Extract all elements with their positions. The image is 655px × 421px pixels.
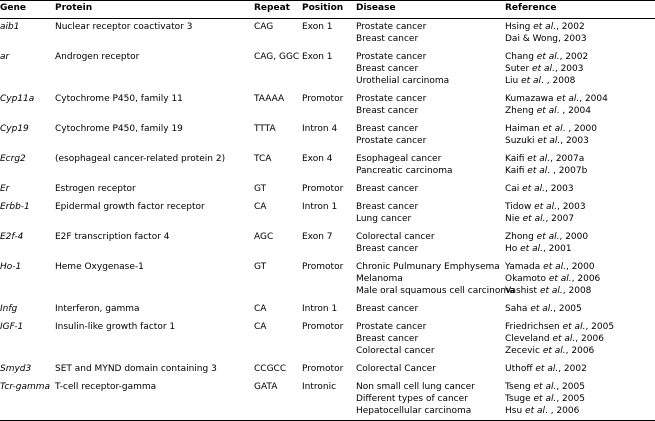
disease-cell	[356, 51, 449, 87]
protein-cell: Cytochrome P450, family 19	[55, 124, 183, 134]
header-disease: Disease	[356, 3, 396, 13]
protein-cell: (esophageal cancer-related protein 2)	[55, 154, 226, 164]
repeat-cell: GATA	[254, 382, 278, 392]
header-rule	[0, 18, 655, 19]
protein-cell: Cytochrome P450, family 11	[55, 94, 183, 104]
disease-cell	[356, 363, 436, 375]
reference-cell	[505, 231, 588, 255]
protein-cell: Nuclear receptor coactivator 3	[55, 22, 193, 32]
repeat-cell: CAG	[254, 22, 274, 32]
position-cell: Promotor	[302, 184, 344, 194]
reference-line: Friedrichsen et al., 2005	[505, 322, 615, 332]
gene-cell: ar	[0, 52, 10, 62]
disease-line: Breast cancer	[356, 184, 419, 194]
disease-cell	[356, 231, 435, 255]
position-cell: Promotor	[302, 94, 344, 104]
disease-line: Lung cancer	[356, 214, 412, 224]
reference-line: Ho et al., 2001	[505, 244, 572, 254]
disease-line: Breast cancer	[356, 124, 419, 134]
disease-cell	[356, 123, 426, 147]
disease-cell	[356, 153, 453, 177]
reference-line: Zhong et al., 2000	[505, 232, 589, 242]
position-cell: Intronic	[302, 382, 337, 392]
disease-line: Breast cancer	[356, 334, 419, 344]
position-cell: Exon 7	[302, 232, 333, 242]
reference-line: Uthoff et al., 2002	[505, 364, 587, 374]
disease-line: Breast cancer	[356, 202, 419, 212]
disease-line: Urothelial carcinoma	[356, 76, 450, 86]
disease-line: Breast cancer	[356, 244, 419, 254]
disease-line: Different types of cancer	[356, 394, 468, 404]
disease-line: Colorectal Cancer	[356, 364, 436, 374]
reference-line: Suter et al., 2003	[505, 64, 584, 74]
disease-line: Chronic Pulmunary Emphysema	[356, 262, 500, 272]
reference-line: Tsuge et al., 2005	[505, 394, 585, 404]
protein-cell: T-cell receptor-gamma	[55, 382, 157, 392]
gene-cell: E2f-4	[0, 232, 24, 242]
header-gene: Gene	[0, 3, 27, 13]
disease-cell	[356, 21, 426, 45]
position-cell: Promotor	[302, 364, 344, 374]
disease-cell	[356, 321, 435, 357]
protein-cell: Estrogen receptor	[55, 184, 136, 194]
repeat-cell: TTTA	[254, 124, 276, 134]
disease-cell	[356, 183, 418, 195]
reference-cell	[505, 303, 582, 315]
disease-line: Prostate cancer	[356, 136, 427, 146]
disease-line: Hepatocellular carcinoma	[356, 406, 472, 416]
gene-cell: Er	[0, 184, 10, 194]
protein-cell: Heme Oxygenase-1	[55, 262, 144, 272]
repeat-cell: GT	[254, 262, 267, 272]
gene-cell: Cyp19	[0, 124, 29, 134]
gene-cell: Tcr-gamma	[0, 382, 51, 392]
gene-cell: Ecrg2	[0, 154, 26, 164]
position-cell: Intron 1	[302, 202, 338, 212]
gene-cell: Erbb-1	[0, 202, 30, 212]
repeat-cell: CA	[254, 202, 267, 212]
header-position: Position	[302, 3, 344, 13]
protein-cell: Epidermal growth factor receptor	[55, 202, 205, 212]
disease-line: Breast cancer	[356, 34, 419, 44]
reference-line: Saha et al., 2005	[505, 304, 582, 314]
reference-line: Dai & Wong, 2003	[505, 34, 587, 44]
header-protein: Protein	[55, 3, 93, 13]
repeat-cell: TAAAA	[254, 94, 285, 104]
reference-line: Cai et al., 2003	[505, 184, 574, 194]
repeat-cell: CCGCC	[254, 364, 287, 374]
gene-cell: aib1	[0, 22, 20, 32]
reference-cell	[505, 51, 588, 87]
reference-cell	[505, 381, 585, 417]
gene-cell: Infg	[0, 304, 18, 314]
header-reference: Reference	[505, 3, 557, 13]
disease-line: Colorectal cancer	[356, 232, 435, 242]
reference-cell	[505, 183, 574, 195]
position-cell: Exon 4	[302, 154, 333, 164]
reference-line: Zheng et al. , 2004	[505, 106, 591, 116]
disease-line: Prostate cancer	[356, 322, 427, 332]
disease-line: Male oral squamous cell carcinoma	[356, 286, 515, 296]
header-repeat: Repeat	[254, 3, 290, 13]
protein-cell: Androgen receptor	[55, 52, 140, 62]
reference-cell	[505, 153, 587, 177]
disease-line: Prostate cancer	[356, 94, 427, 104]
repeat-cell: GT	[254, 184, 267, 194]
protein-cell: E2F transcription factor 4	[55, 232, 170, 242]
reference-line: Hsing et al., 2002	[505, 22, 585, 32]
disease-line: Breast cancer	[356, 64, 419, 74]
top-rule	[0, 0, 655, 1]
gene-cell: Ho-1	[0, 262, 22, 272]
repeat-cell: TCA	[254, 154, 272, 164]
reference-line: Suzuki et al., 2003	[505, 136, 589, 146]
position-cell: Promotor	[302, 262, 344, 272]
disease-cell	[356, 303, 418, 315]
disease-line: Colorectal cancer	[356, 346, 435, 356]
repeat-cell: CA	[254, 304, 267, 314]
disease-line: Breast cancer	[356, 106, 419, 116]
reference-line: Vashist et al., 2008	[505, 286, 592, 296]
disease-cell	[356, 201, 418, 225]
position-cell: Promotor	[302, 322, 344, 332]
repeat-cell: AGC	[254, 232, 274, 242]
reference-cell	[505, 123, 597, 147]
reference-line: Tseng et al., 2005	[505, 382, 585, 392]
disease-cell	[356, 381, 475, 417]
disease-line: Non small cell lung cancer	[356, 382, 475, 392]
reference-line: Kumazawa et al., 2004	[505, 94, 608, 104]
reference-line: Tidow et al., 2003	[505, 202, 586, 212]
reference-cell	[505, 261, 600, 297]
gene-cell: Cyp11a	[0, 94, 35, 104]
reference-line: Yamada et al., 2000	[505, 262, 595, 272]
reference-cell	[505, 321, 614, 357]
disease-cell	[356, 261, 515, 297]
disease-line: Esophageal cancer	[356, 154, 442, 164]
reference-line: Liu et al. , 2008	[505, 76, 576, 86]
reference-line: Zecevic et al., 2006	[505, 346, 595, 356]
reference-line: Cleveland et al., 2006	[505, 334, 604, 344]
reference-line: Kaifi et al., 2007a	[505, 154, 585, 164]
disease-line: Prostate cancer	[356, 22, 427, 32]
gene-cell: IGF-1	[0, 322, 24, 332]
reference-line: Chang et al., 2002	[505, 52, 589, 62]
disease-line: Prostate cancer	[356, 52, 427, 62]
repeat-cell: CA	[254, 322, 267, 332]
reference-line: Okamoto et al., 2006	[505, 274, 601, 284]
protein-cell: Interferon, gamma	[55, 304, 140, 314]
position-cell: Intron 4	[302, 124, 338, 134]
position-cell: Exon 1	[302, 22, 333, 32]
position-cell: Exon 1	[302, 52, 333, 62]
reference-cell	[505, 21, 587, 45]
disease-line: Melanoma	[356, 274, 403, 284]
repeat-cell: CAG, GGC	[254, 52, 300, 62]
protein-cell: SET and MYND domain containing 3	[55, 364, 217, 374]
disease-cell	[356, 93, 426, 117]
reference-cell	[505, 93, 608, 117]
reference-cell	[505, 201, 586, 225]
reference-line: Hsu et al. , 2006	[505, 406, 580, 416]
reference-line: Nie et al., 2007	[505, 214, 575, 224]
position-cell: Intron 1	[302, 304, 338, 314]
disease-line: Pancreatic carcinoma	[356, 166, 453, 176]
reference-line: Kaifi et al. , 2007b	[505, 166, 588, 176]
gene-cell: Smyd3	[0, 364, 32, 374]
reference-cell	[505, 363, 587, 375]
disease-line: Breast cancer	[356, 304, 419, 314]
reference-line: Haiman et al. , 2000	[505, 124, 597, 134]
protein-cell: Insulin-like growth factor 1	[55, 322, 176, 332]
